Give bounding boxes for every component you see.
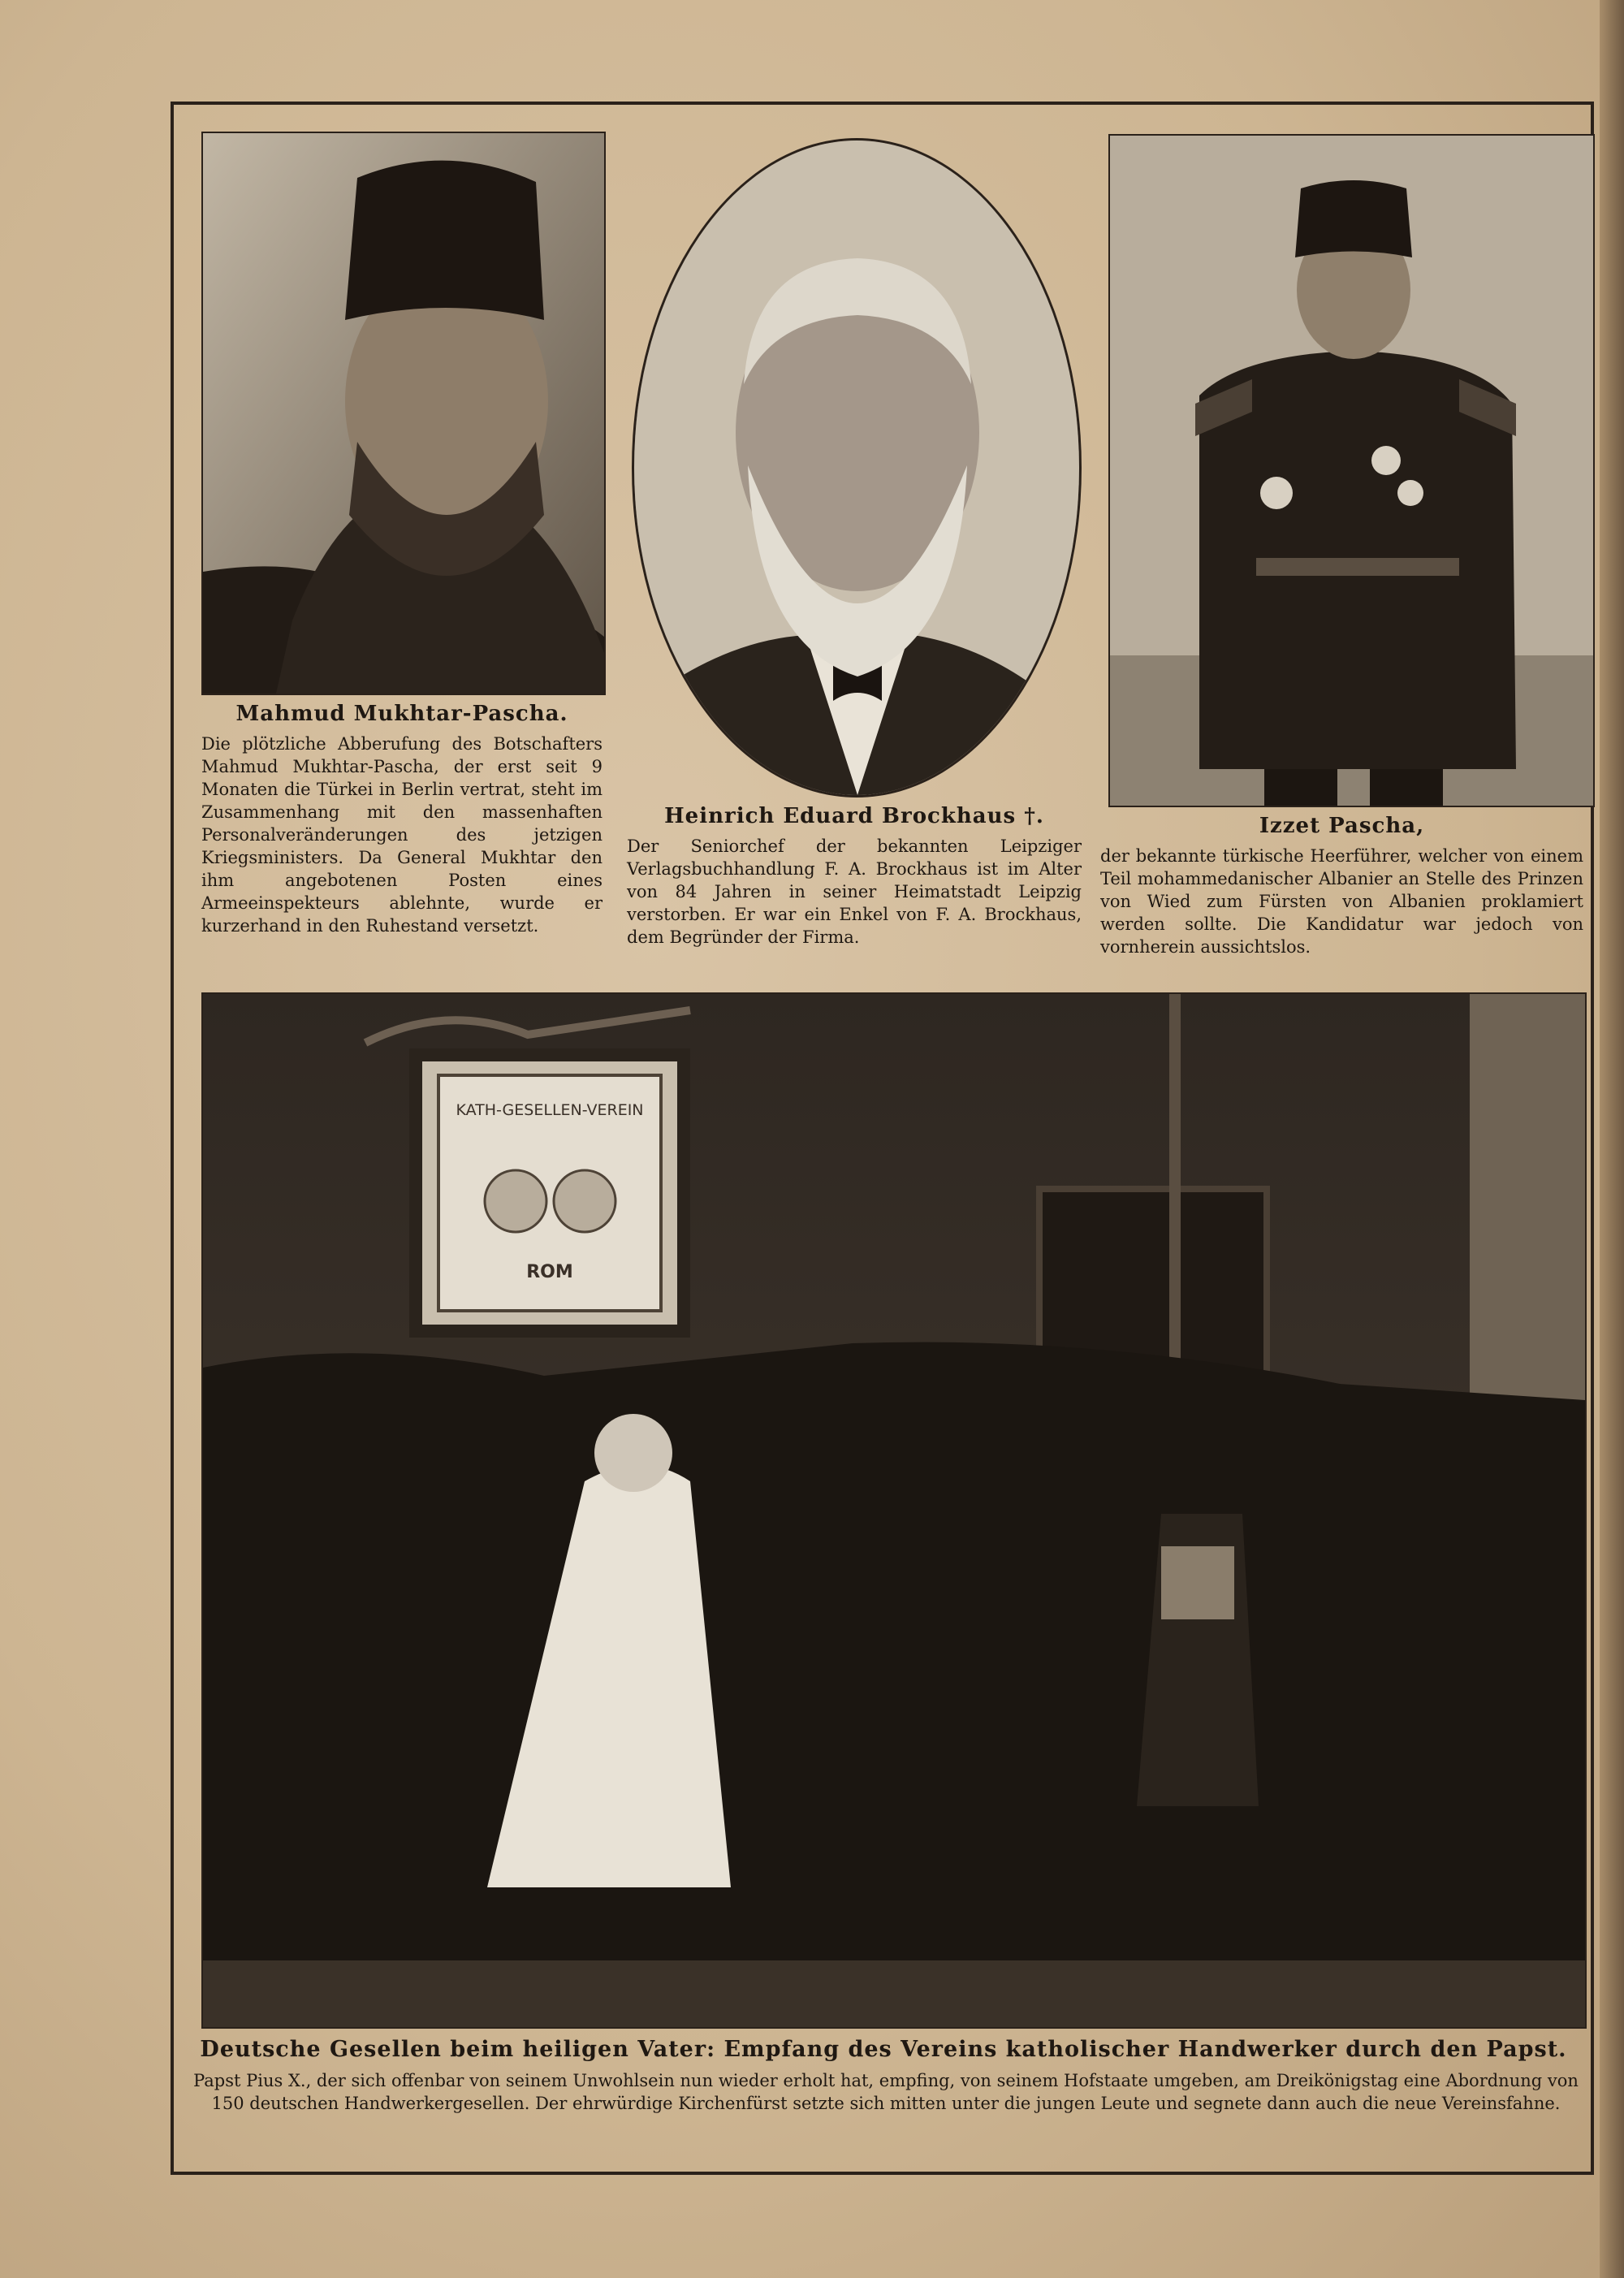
- caption-title-izzet: Izzet Pascha,: [1259, 814, 1425, 838]
- caption-title-brockhaus: Heinrich Eduard Brockhaus †.: [664, 804, 1044, 828]
- portrait-mahmud-mukhtar: [201, 132, 606, 695]
- banner-line-1: KATH-GESELLEN-VEREIN: [456, 1101, 644, 1119]
- caption-text-mahmud: Die plötzliche Abberufung des Botschafters Mahmud Mukhtar-Pascha, der erst seit 9 Monaten die Türkei in Berlin vertrat, steht im Zusammenhang mit den massenhaften Personalveränderungen des jetzigen Kriegsministers. Da General Mukhtar den ihm angebotenen Posten eines Armeeinspekteurs ablehnte, wurde er kurzerhand in den Ruhestand versetzt.: [201, 734, 603, 936]
- banner-line-2: ROM: [526, 1262, 573, 1282]
- portrait-brockhaus: [632, 138, 1082, 798]
- main-caption-title: Deutsche Gesellen beim heiligen Vater: Empfang des Vereins katholischer Handwerker durch den Papst.: [200, 2037, 1567, 2062]
- caption-text-brockhaus: Der Seniorchef der bekannten Leipziger Verlagsbuchhandlung F. A. Brockhaus ist im Alter von 84 Jahren in seiner Heimatstadt Leipzig verstorben. Er war ein Enkel von F. A. Brockhaus, dem Begründer der Firma.: [627, 836, 1082, 947]
- caption-title-mahmud: Mahmud Mukhtar-Pascha.: [235, 702, 568, 726]
- portrait-izzet-pascha: [1108, 134, 1595, 807]
- main-caption-text: Papst Pius X., der sich offenbar von seinem Unwohlsein nun wieder erholt hat, empfing, von seinem Hofstaate umgeben, am Dreikönigstag eine Abordnung von 150 deutschen Handwerkergesellen. Der ehrwürdige Kirchenfürst setzte sich mitten unter die jungen Leute und segnete dann auch die neue Vereinsfahne.: [193, 2071, 1579, 2113]
- binding-edge: [1600, 0, 1624, 2278]
- photo-papal-audience: [201, 992, 1587, 2029]
- caption-text-izzet: der bekannte türkische Heerführer, welcher von einem Teil mohammedanischer Albanier an Stelle des Prinzen von Wied zum Fürsten von Albanien proklamiert werden sollte. Die Kandidatur war jedoch von vornherein aussichtslos.: [1100, 846, 1583, 957]
